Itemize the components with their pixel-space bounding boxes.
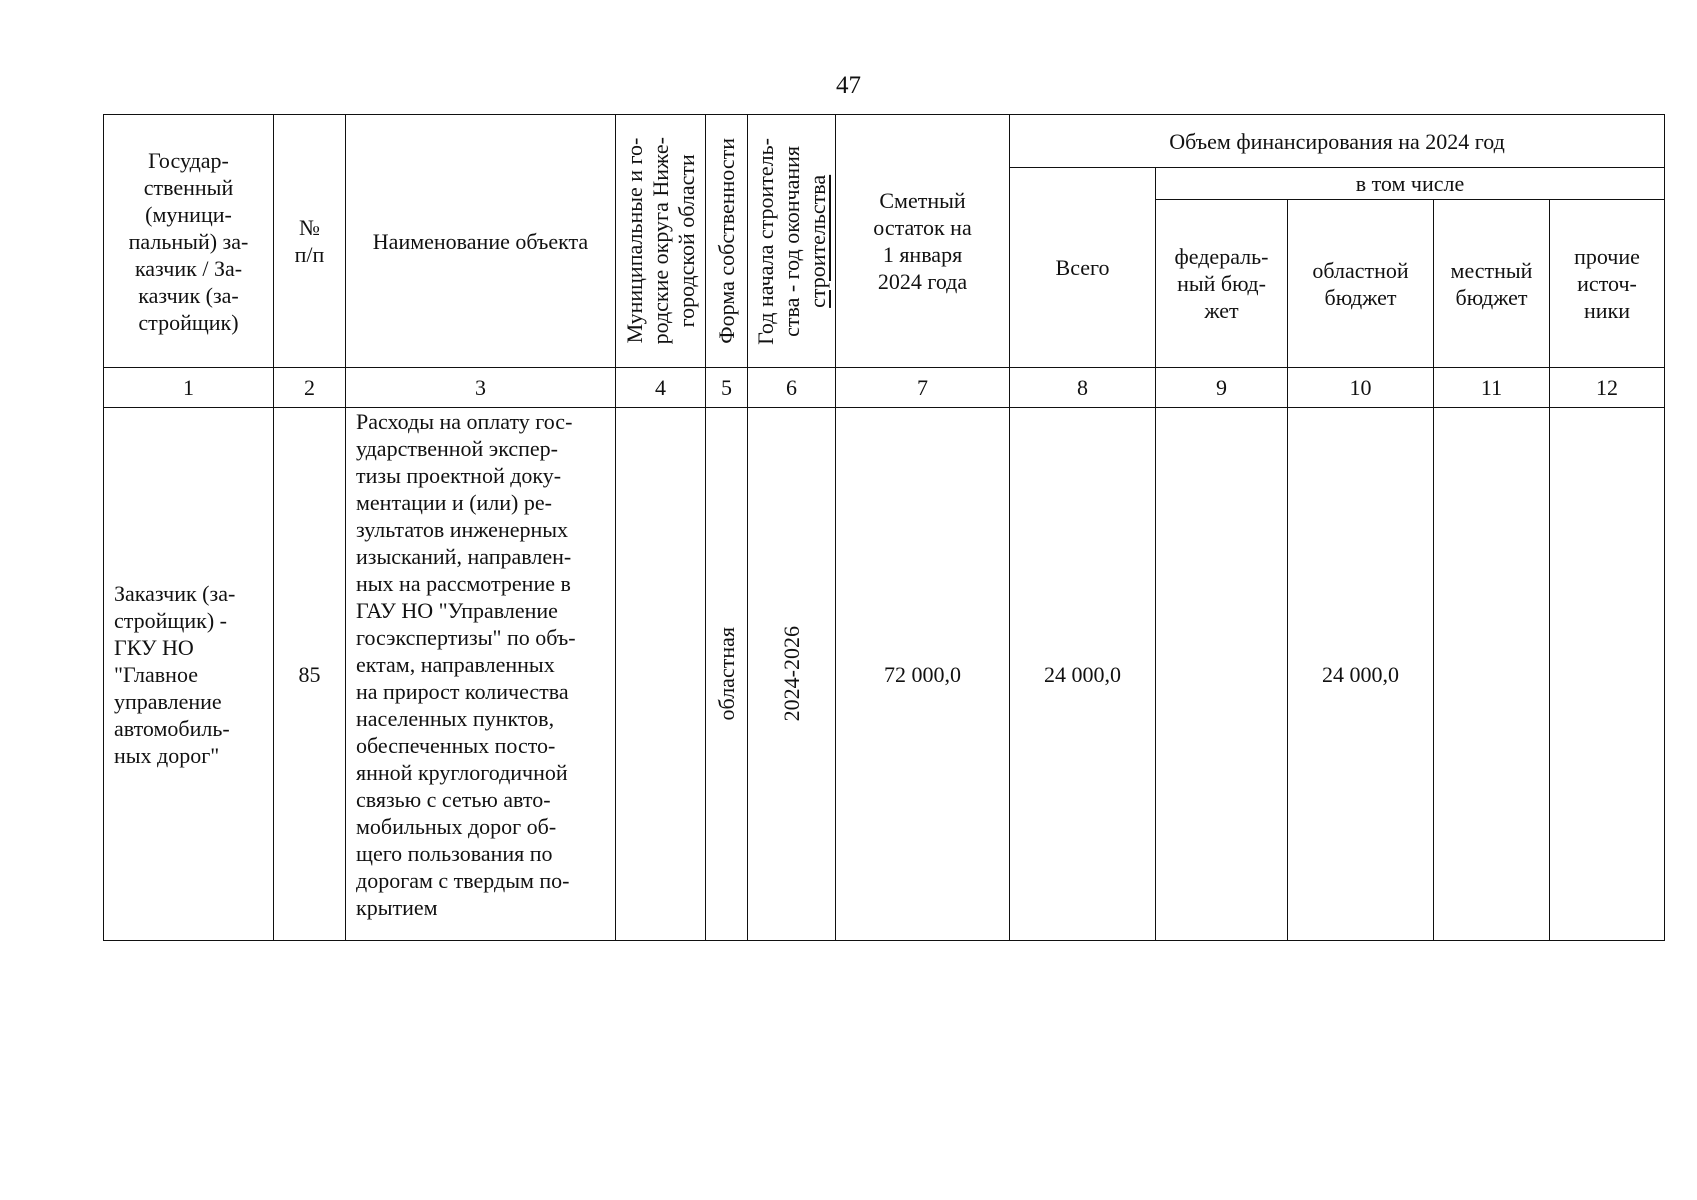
header-estimate (836, 115, 1010, 368)
text-line: п/п (294, 242, 325, 267)
column-number: 7 (836, 368, 1010, 408)
text-line: стройщик) (138, 309, 239, 335)
page-number: 47 (836, 72, 861, 99)
text-line: ектам, направленных (356, 652, 555, 677)
header-number-text (274, 214, 345, 268)
row-customer-text (114, 580, 269, 769)
text-line: федераль- (1174, 244, 1269, 269)
text-line: ственный (143, 174, 234, 200)
row-object-name (346, 408, 616, 941)
text-line: № (299, 215, 320, 240)
row-regional: 24 000,0 (1288, 408, 1434, 941)
column-number: 12 (1550, 368, 1665, 408)
text-line: 1 января (882, 242, 963, 267)
row-number: 85 (274, 408, 346, 941)
text-line: управление (114, 688, 222, 714)
text-line: обеспеченных посто- (356, 733, 556, 758)
text-line: 2024 года (877, 269, 968, 294)
column-number: 9 (1156, 368, 1288, 408)
column-number: 5 (706, 368, 748, 408)
text-line: госэкспертизы" по объ- (356, 625, 576, 650)
header-districts-text (622, 137, 700, 344)
text-line: казчик (за- (138, 282, 239, 308)
row-customer (104, 408, 274, 941)
header-federal (1156, 200, 1288, 368)
row-district (616, 408, 706, 941)
row-local (1434, 408, 1550, 941)
text-line: областной (1312, 257, 1409, 283)
text-line: щего пользования по (356, 841, 553, 866)
header-total: Всего (1010, 168, 1156, 368)
header-number (274, 115, 346, 368)
column-number: 1 (104, 368, 274, 408)
row-ownership (706, 408, 748, 941)
column-number: 11 (1434, 368, 1550, 408)
text-line: казчик / За- (134, 255, 243, 281)
header-regional-text (1288, 257, 1433, 311)
text-line: местный (1450, 257, 1533, 283)
header-federal-text (1156, 243, 1287, 324)
text-line: мобильных дорог об- (356, 814, 557, 839)
header-districts (616, 115, 706, 368)
header-other (1550, 200, 1665, 368)
column-number: 8 (1010, 368, 1156, 408)
text-line: бюджет (1455, 284, 1528, 310)
header-local (1434, 200, 1550, 368)
text-line: дорогам с твердым по- (356, 868, 570, 893)
header-regional (1288, 200, 1434, 368)
column-number: 4 (616, 368, 706, 408)
header-local-text (1434, 257, 1549, 311)
text-line: (муници- (145, 201, 232, 227)
header-estimate-text (836, 187, 1009, 295)
header-including: в том числе (1156, 168, 1665, 200)
text-line: населенных пунктов, (356, 706, 555, 731)
row-other (1550, 408, 1665, 941)
row-ownership-text: областная (713, 627, 739, 721)
row-total: 24 000,0 (1010, 408, 1156, 941)
column-number: 2 (274, 368, 346, 408)
header-years-text (753, 138, 831, 345)
text-line: ства - год окончания (778, 145, 804, 337)
text-line: строительства (804, 174, 830, 308)
text-line: на прирост количества (356, 679, 569, 704)
text-line: остаток на (873, 215, 972, 240)
text-line: ный бюд- (1177, 271, 1266, 296)
row-federal (1156, 408, 1288, 941)
header-funding-group: Объем финансирования на 2024 год (1010, 115, 1665, 168)
text-line: прочие (1574, 244, 1640, 269)
financing-table (103, 114, 1665, 941)
text-line: городской области (673, 154, 699, 328)
text-line: пальный) за- (128, 228, 249, 254)
column-number: 6 (748, 368, 836, 408)
text-line: родские округа Ниже- (647, 137, 673, 345)
text-line: янной круглогодичной (356, 760, 568, 785)
row-estimate: 72 000,0 (836, 408, 1010, 941)
text-line: ных дорог" (114, 742, 220, 768)
column-number: 10 (1288, 368, 1434, 408)
text-line: жет (1204, 298, 1239, 323)
header-object-name: Наименование объекта (346, 115, 616, 368)
text-line: "Главное (114, 661, 198, 687)
text-line: бюджет (1324, 284, 1397, 310)
text-line: автомобиль- (114, 715, 230, 741)
header-ownership (706, 115, 748, 368)
text-line: Муниципальные и го- (621, 138, 647, 344)
text-line: тизы проектной доку- (356, 463, 562, 488)
text-line: стройщик) - (114, 607, 227, 633)
column-number: 3 (346, 368, 616, 408)
text-line: Государ- (148, 147, 229, 173)
row-years (748, 408, 836, 941)
text-line: ГКУ НО (114, 634, 194, 660)
text-line: связью с сетью авто- (356, 787, 551, 812)
row-years-text: 2024-2026 (778, 626, 804, 722)
text-line: источ- (1577, 271, 1637, 296)
text-line: Год начала строитель- (752, 137, 778, 345)
header-other-text (1550, 243, 1664, 324)
text-line: ГАУ НО "Управление (356, 598, 558, 623)
text-line: ментации и (или) ре- (356, 490, 552, 515)
text-line: ных на рассмотрение в (356, 571, 571, 596)
text-line: Сметный (879, 188, 966, 213)
text-line: ударственной экспер- (356, 436, 559, 461)
column-number-row (104, 368, 1665, 408)
header-ownership-text: Форма собственности (713, 138, 739, 344)
text-line: изысканий, направлен- (356, 544, 572, 569)
text-line: Расходы на оплату гос- (356, 409, 573, 434)
header-customer (104, 115, 274, 368)
header-years (748, 115, 836, 368)
header-customer-text (104, 147, 273, 336)
text-line: ники (1584, 298, 1631, 323)
text-line: крытием (356, 895, 438, 920)
text-line: Заказчик (за- (114, 580, 236, 606)
row-object-text (356, 408, 611, 921)
text-line: зультатов инженерных (356, 517, 569, 542)
table-row (104, 408, 1665, 941)
